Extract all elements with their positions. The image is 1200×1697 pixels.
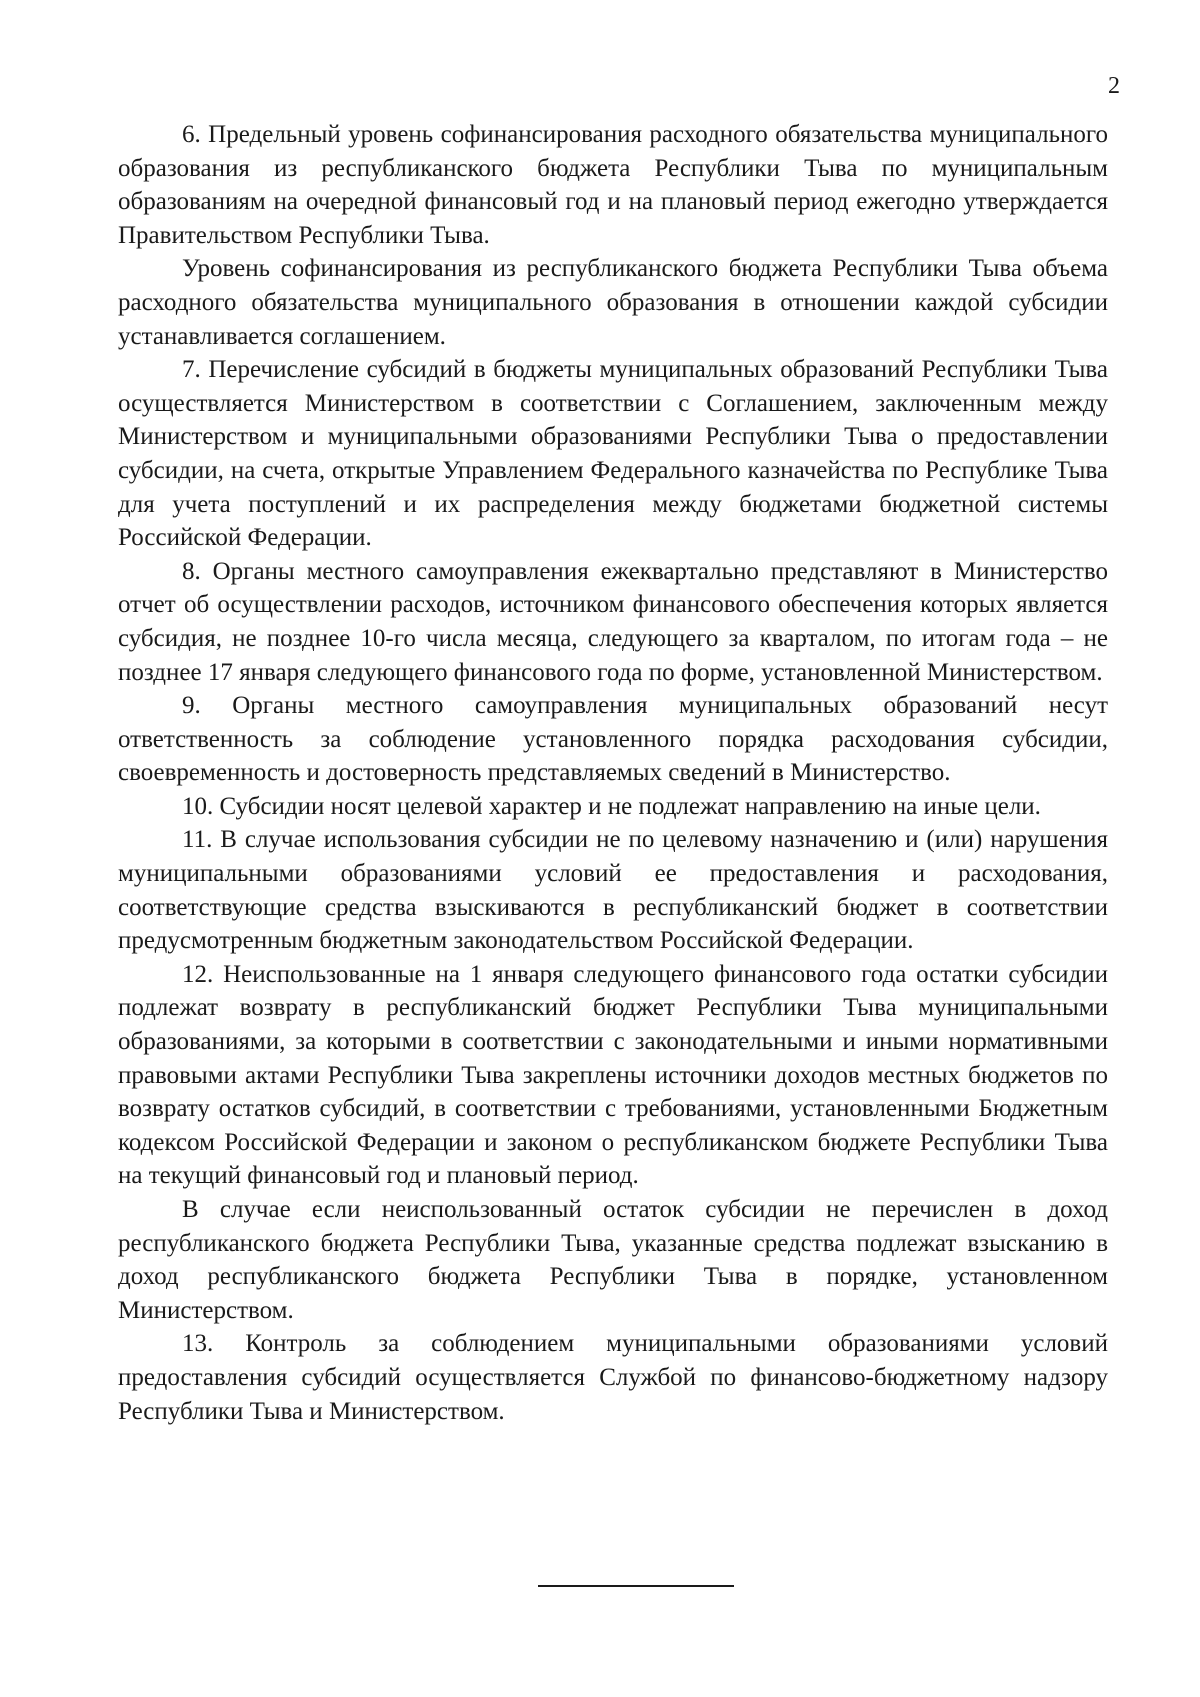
end-of-document-rule [538, 1585, 734, 1587]
page-number: 2 [1108, 73, 1120, 99]
paragraph-6: 6. Предельный уровень софинансирования расходного обязательства муниципального образования из республиканского бюджета Республики Тыва по муниципальным образованиям на очередной финансовый год и на плановый период ежегодно утверждается Правительством Республики Тыва. [118, 121, 1108, 249]
paragraph-9: 9. Органы местного самоуправления муниципальных образований несут ответственность за соблюдение установленного порядка расходования субсидии, своевременность и достоверность представляемых сведений в Министерство. [118, 692, 1108, 787]
paragraph-6-cofinancing-level: Уровень софинансирования из республиканского бюджета Республики Тыва объема расходного обязательства муниципального образования в отношении каждой субсидии устанавливается соглашением. [118, 255, 1108, 350]
paragraph-7: 7. Перечисление субсидий в бюджеты муниципальных образований Республики Тыва осуществляется Министерством в соответствии с Соглашением, заключенным между Министерством и муниципальными образованиями Республики Тыва о предоставлении субсидии, на счета, открытые Управлением Федерального казначейства по Республике Тыва для учета поступлений и их распределения между бюджетами бюджетной системы Российской Федерации. [118, 356, 1108, 552]
paragraph-12-unlisted-remainder: В случае если неиспользованный остаток субсидии не перечислен в доход республиканского бюджета Республики Тыва, указанные средства подлежат взысканию в доход республиканского бюджета Республики Тыва в порядке, установленном Министерством. [118, 1196, 1108, 1324]
paragraph-8: 8. Органы местного самоуправления ежеквартально представляют в Министерство отчет об осуществлении расходов, источником финансового обеспечения которых является субсидия, не позднее 10-го числа месяца, следующего за кварталом, по итогам года – не позднее 17 января следующего финансового года по форме, установленной Министерством. [118, 557, 1108, 686]
document-body [118, 118, 1108, 1428]
paragraph-12: 12. Неиспользованные на 1 января следующего финансового года остатки субсидии подлежат возврату в республиканский бюджет Республики Тыва муниципальными образованиями, за которыми в соответствии с законодательными и иными нормативными правовыми актами Республики Тыва закреплены источники доходов местных бюджетов по возврату остатков субсидий, в соответствии с требованиями, установленными Бюджетным кодексом Российской Федерации и законом о республиканском бюджете Республики Тыва на текущий финансовый год и плановый период. [118, 960, 1108, 1190]
paragraph-13: 13. Контроль за соблюдением муниципальными образованиями условий предоставления субсидий осуществляется Службой по финансово-бюджетному надзору Республики Тыва и Министерством. [118, 1330, 1108, 1425]
paragraph-10: 10. Субсидии носят целевой характер и не подлежат направлению на иные цели. [182, 792, 1041, 820]
paragraph-11: 11. В случае использования субсидии не по целевому назначению и (или) нарушения муниципальными образованиями условий ее предоставления и расходования, соответствующие средства взыскиваются в республиканский бюджет в соответствии предусмотренным бюджетным законодательством Российской Федерации. [118, 826, 1108, 955]
